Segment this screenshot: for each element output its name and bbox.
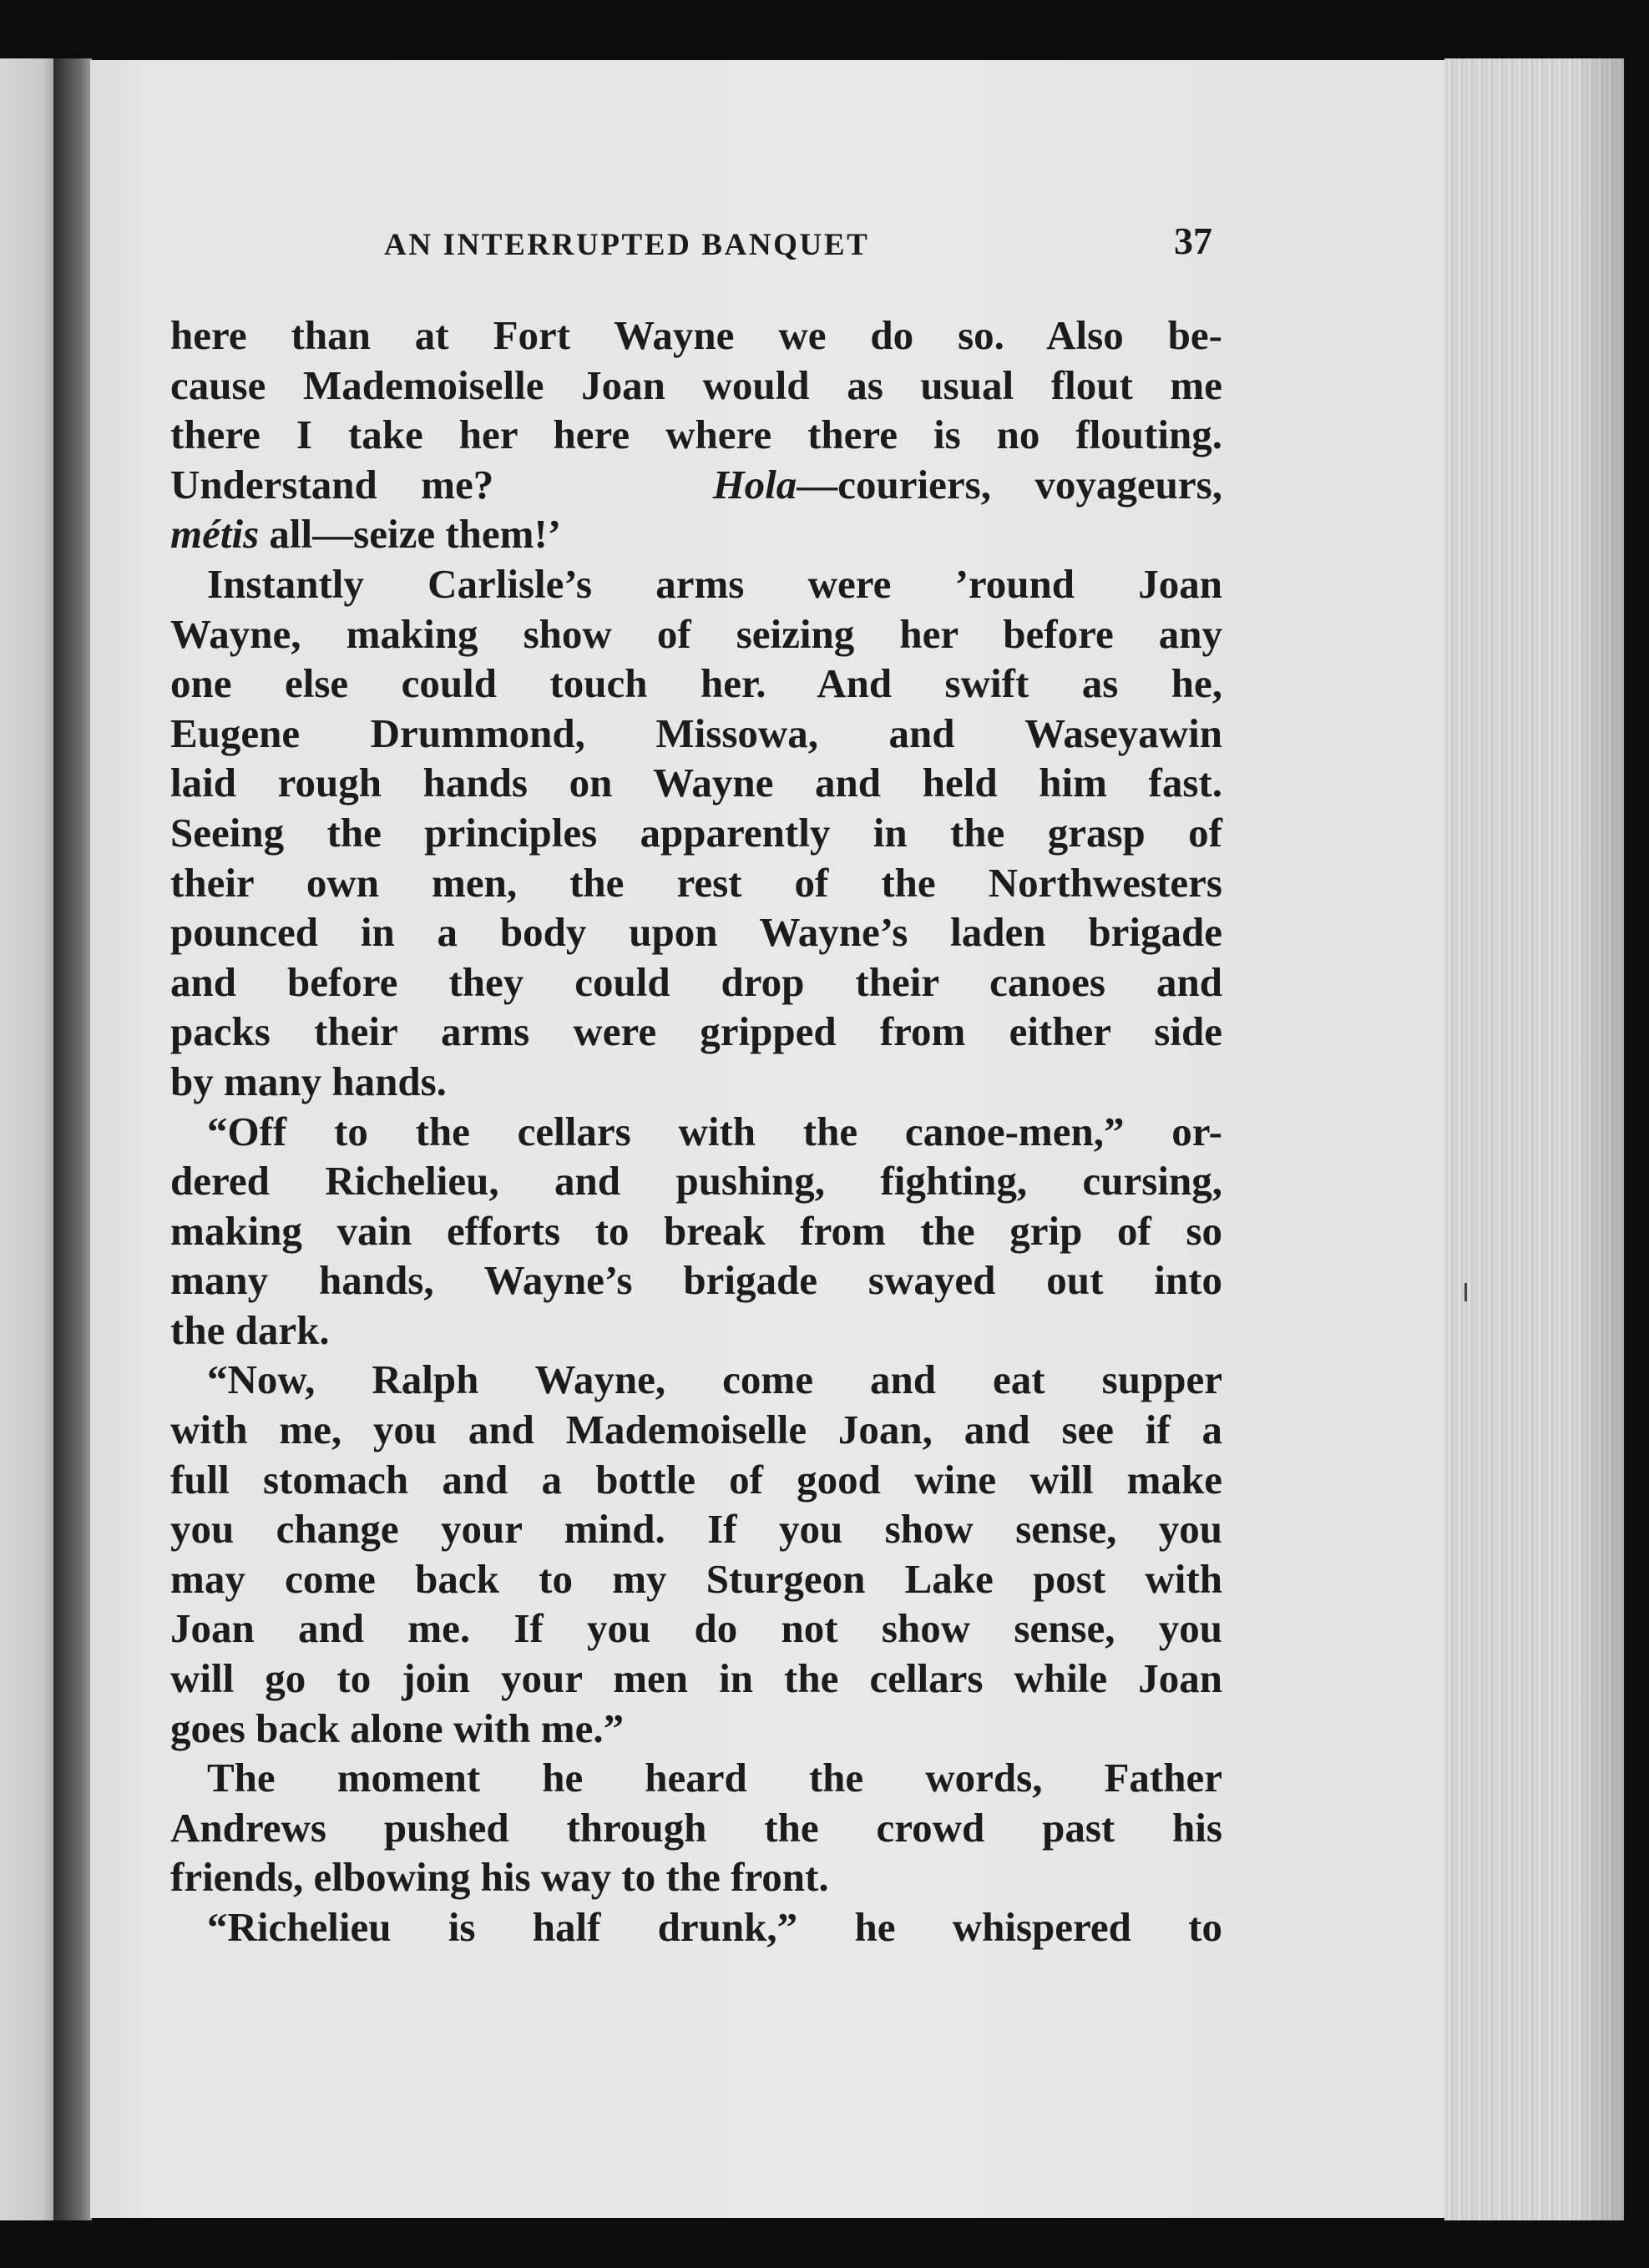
- text-line: their own men, the rest of the Northwesters: [170, 859, 1222, 906]
- edge-mark: [1464, 1283, 1467, 1301]
- text-line: here than at Fort Wayne we do so. Also be-: [170, 312, 1222, 358]
- text-line: many hands, Wayne’s brigade swayed out into: [170, 1257, 1222, 1304]
- text-line: Joan and me. If you do not show sense, you: [170, 1605, 1222, 1652]
- italic-word: Hola: [712, 461, 797, 508]
- text-line: goes back alone with me.”: [170, 1705, 625, 1751]
- running-head: [167, 220, 1212, 274]
- paragraph-first-line: The moment he heard the words, Father: [207, 1755, 1222, 1801]
- text-line: [170, 509, 1222, 559]
- text-line: laid rough hands on Wayne and held him fast.: [170, 760, 1222, 806]
- text-line: with me, you and Mademoiselle Joan, and see if a: [170, 1407, 1222, 1453]
- paragraph-first-line: “Now, Ralph Wayne, come and eat supper: [207, 1356, 1222, 1403]
- text-line: Wayne, making show of seizing her before any: [170, 610, 1222, 657]
- paragraph-first-line: Instantly Carlisle’s arms were ’round Joan: [207, 560, 1222, 607]
- text-line: [170, 460, 1222, 510]
- text-line: there I take her here where there is no flouting.: [170, 412, 1222, 458]
- text-line: pounced in a body upon Wayne’s laden brigade: [170, 909, 1222, 956]
- text-line: will go to join your men in the cellars while Joan: [170, 1655, 1222, 1702]
- body-text: [170, 311, 1222, 1952]
- text-line: by many hands.: [170, 1058, 447, 1104]
- text-line: dered Richelieu, and pushing, fighting, cursing,: [170, 1158, 1222, 1205]
- page-stack-edges: [1444, 58, 1624, 2220]
- previous-page-edge: [0, 58, 60, 2220]
- text-line: you change your mind. If you show sense, you: [170, 1506, 1222, 1553]
- paragraph-first-line: “Off to the cellars with the canoe-men,” or-: [207, 1108, 1222, 1154]
- text-line: cause Mademoiselle Joan would as usual flout me: [170, 361, 1222, 408]
- text-segment: Understand me?: [170, 461, 494, 508]
- text-segment: —couriers, voyageurs,: [797, 461, 1222, 508]
- text-line: one else could touch her. And swift as he,: [170, 660, 1222, 707]
- text-line: packs their arms were gripped from either side: [170, 1008, 1222, 1055]
- running-title: AN INTERRUPTED BANQUET: [384, 228, 870, 262]
- italic-word: métis: [170, 511, 260, 558]
- text-line: full stomach and a bottle of good wine will make: [170, 1456, 1222, 1503]
- text-line: the dark.: [170, 1306, 330, 1353]
- text-line: Seeing the principles apparently in the grasp of: [170, 809, 1222, 856]
- text-line: Eugene Drummond, Missowa, and Waseyawin: [170, 710, 1222, 756]
- page-number: 37: [1174, 220, 1212, 262]
- book-gutter: [53, 58, 92, 2220]
- text-line: may come back to my Sturgeon Lake post with: [170, 1555, 1222, 1602]
- text-line: and before they could drop their canoes and: [170, 958, 1222, 1005]
- text-line: friends, elbowing his way to the front.: [170, 1854, 829, 1901]
- text-line: Andrews pushed through the crowd past his: [170, 1804, 1222, 1851]
- paragraph-first-line: “Richelieu is half drunk,” he whispered to: [207, 1904, 1222, 1950]
- text-line: making vain efforts to break from the grip of so: [170, 1207, 1222, 1254]
- text-segment: all—seize them!’: [259, 511, 562, 558]
